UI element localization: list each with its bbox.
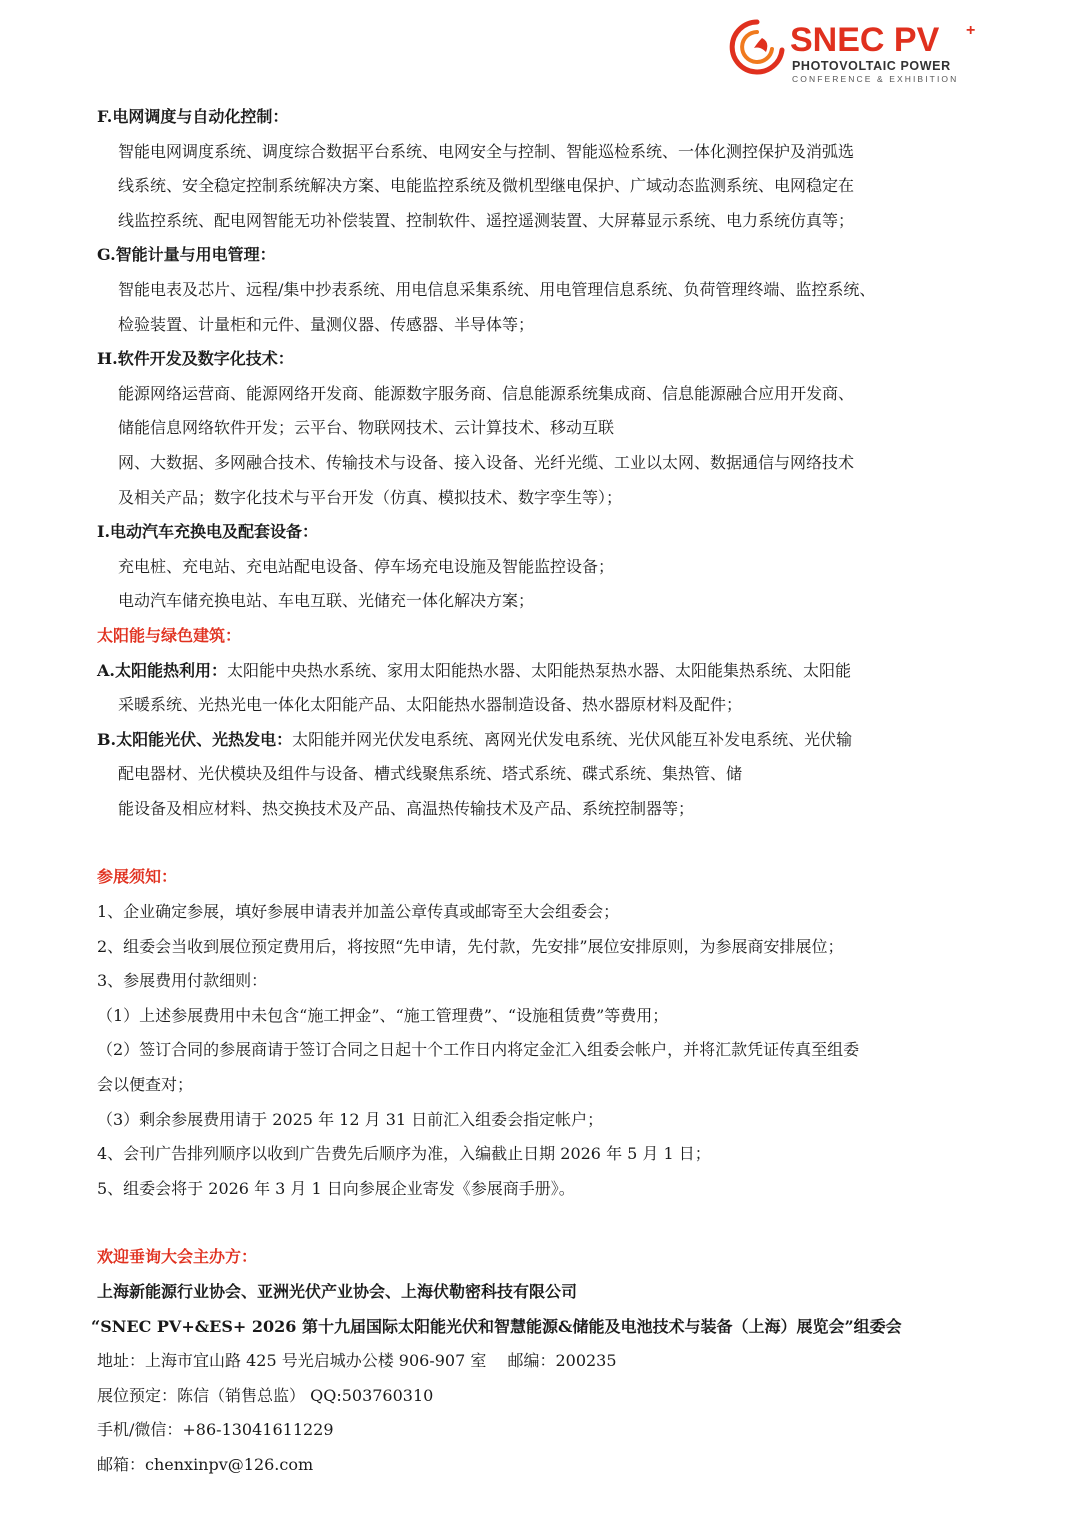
swirl-logo-icon bbox=[726, 16, 788, 78]
section-title-i: I.电动汽车充换电及配套设备： bbox=[97, 522, 319, 542]
section-title-f: F.电网调度与自动化控制： bbox=[97, 107, 289, 126]
contact-address: 地址：上海市宜山路 425 号光启城办公楼 906-907 室 邮编：200235 bbox=[97, 1351, 617, 1371]
notice-line: （2）签订合同的参展商请于签订合同之日起十个工作日内将定金汇入组委会帐户，并将汇款凭证传真至组委 bbox=[97, 1040, 860, 1060]
section-g-line: 智能电表及芯片、远程/集中抄表系统、用电信息采集系统、用电管理信息系统、负荷管理终端、监控系统、 bbox=[118, 279, 876, 299]
section-g-line: 检验装置、计量柜和元件、量测仪器、传感器、半导体等； bbox=[118, 314, 535, 334]
logo-tagline: CONFERENCE & EXHIBITION bbox=[792, 74, 959, 84]
logo-main-text: SNEC PV bbox=[790, 21, 940, 59]
section-f-line: 线系统、安全稳定控制系统解决方案、电能监控系统及微机型继电保护、广域动态监测系统、电网稳定在 bbox=[118, 176, 855, 196]
solar-b-text: 太阳能并网光伏发电系统、离网光伏发电系统、光伏风能互补发电系统、光伏输 bbox=[292, 729, 853, 749]
solar-b-cont: 配电器材、光伏模块及组件与设备、槽式线聚焦系统、塔式系统、碟式系统、集热管、储 bbox=[118, 764, 743, 784]
solar-a-line bbox=[97, 654, 1002, 689]
section-f-line: 智能电网调度系统、调度综合数据平台系统、电网安全与控制、智能巡检系统、一体化测控保护及消弧选 bbox=[118, 141, 855, 161]
solar-section-title: 太阳能与绿色建筑： bbox=[97, 625, 242, 645]
notice-line: （1）上述参展费用中未包含“施工押金”、“施工管理费”、“设施租赁费”等费用； bbox=[97, 1005, 669, 1025]
contact-title: 欢迎垂询大会主办方： bbox=[97, 1247, 258, 1267]
solar-a-label: A.太阳能热利用： bbox=[97, 660, 227, 680]
section-h-line: 网、大数据、多网融合技术、传输技术与设备、接入设备、光纤光缆、工业以太网、数据通信与网络技术 bbox=[118, 452, 855, 472]
section-i-line: 充电桩、充电站、充电站配电设备、停车场充电设施及智能监控设备； bbox=[118, 556, 615, 576]
section-i-line: 电动汽车储充换电站、车电互联、光储充一体化解决方案； bbox=[118, 591, 535, 611]
section-h-line: 储能信息网络软件开发；云平台、物联网技术、云计算技术、移动互联 bbox=[118, 418, 615, 438]
contact-booking: 展位预定：陈信（销售总监） QQ:503760310 bbox=[97, 1385, 434, 1405]
solar-b-label: B.太阳能光伏、光热发电： bbox=[97, 729, 293, 749]
solar-b-cont: 能设备及相应材料、热交换技术及产品、高温热传输技术及产品、系统控制器等； bbox=[118, 798, 695, 818]
solar-a-cont: 采暖系统、光热光电一体化太阳能产品、太阳能热水器制造设备、热水器原材料及配件； bbox=[118, 695, 743, 715]
section-h-line: 能源网络运营商、能源网络开发商、能源数字服务商、信息能源系统集成商、信息能源融合应用开发商、 bbox=[118, 383, 855, 403]
notice-line: 1、企业确定参展，填好参展申请表并加盖公章传真或邮寄至大会组委会； bbox=[97, 902, 620, 922]
contact-phone: 手机/微信：+86-13041611229 bbox=[97, 1420, 334, 1440]
section-title-g: G.智能计量与用电管理： bbox=[97, 245, 276, 265]
document-body bbox=[91, 100, 1002, 1483]
organizer-names: 上海新能源行业协会、亚洲光伏产业协会、上海伏勒密科技有限公司 bbox=[97, 1282, 578, 1301]
contact-email[interactable]: 邮箱：chenxinpv@126.com bbox=[97, 1454, 314, 1474]
notice-line: 4、会刊广告排列顺序以收到广告费先后顺序为准，入编截止日期 2026 年 5 月 1 日； bbox=[97, 1144, 711, 1164]
notice-line: 3、参展费用付款细则： bbox=[97, 971, 268, 991]
solar-b-line bbox=[97, 723, 1002, 758]
committee-name: “SNEC PV+&ES+ 2026 第十九届国际太阳能光伏和智慧能源&储能及电池技术与装备（上海）展览会”组委会 bbox=[91, 1316, 902, 1336]
section-title-h: H.软件开发及数字化技术： bbox=[97, 349, 294, 369]
section-h-line: 及相关产品；数字化技术与平台开发（仿真、模拟技术、数字孪生等）； bbox=[118, 487, 623, 507]
notice-line: 2、组委会当收到展位预定费用后，将按照“先申请，先付款，先安排”展位安排原则，为参展商安排展位； bbox=[97, 936, 844, 956]
notice-title: 参展须知： bbox=[97, 867, 178, 887]
notice-line: （3）剩余参展费用请于 2025 年 12 月 31 日前汇入组委会指定帐户； bbox=[97, 1109, 604, 1129]
logo-subtitle: PHOTOVOLTAIC POWER bbox=[792, 59, 951, 73]
notice-line: 5、组委会将于 2026 年 3 月 1 日向参展企业寄发《参展商手册》。 bbox=[97, 1178, 575, 1198]
solar-a-text: 太阳能中央热水系统、家用太阳能热水器、太阳能热泵热水器、太阳能集热系统、太阳能 bbox=[227, 660, 852, 680]
logo-plus: + bbox=[966, 22, 976, 39]
snec-logo bbox=[726, 16, 988, 88]
section-f-line: 线监控系统、配电网智能无功补偿装置、控制软件、遥控遥测装置、大屏幕显示系统、电力系统仿真等； bbox=[118, 210, 855, 230]
notice-line: 会以便查对； bbox=[97, 1075, 194, 1095]
